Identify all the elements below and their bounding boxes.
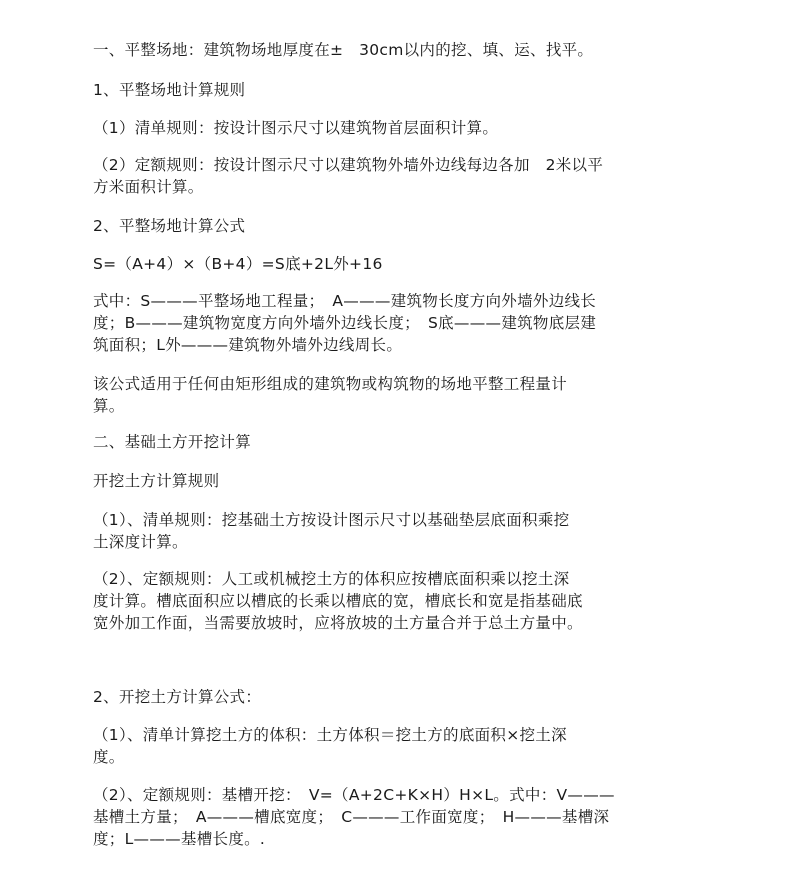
formula-line: S=（A+4）×（B+4）=S底+2L外+16 [93,255,383,273]
paragraph-line: （1）、清单计算挖土方的体积：土方体积＝挖土方的底面积×挖土深 [93,726,567,744]
paragraph-line: 式中：S———平整场地工程量； A———建筑物长度方向外墙外边线长 [93,292,597,310]
paragraph-line: 筑面积；L外———建筑物外墙外边线周长。 [93,336,403,354]
paragraph-line: （2）定额规则：按设计图示尺寸以建筑物外墙外边线每边各加 2米以平 [93,156,604,174]
paragraph-line: （1）、清单规则：挖基础土方按设计图示尺寸以基础垫层底面积乘挖 [93,511,570,529]
paragraph-line: 算。 [93,397,125,415]
paragraph-line: 基槽土方量； A———槽底宽度； C———工作面宽度； H———基槽深 [93,808,610,826]
subheading-excavation-formula: 2、开挖土方计算公式： [93,688,262,706]
paragraph-line: （1）清单规则：按设计图示尺寸以建筑物首层面积计算。 [93,119,499,137]
section-heading-leveling: 一、平整场地：建筑物场地厚度在± 30cm以内的挖、填、运、找平。 [93,41,594,59]
subheading-leveling-rules: 1、平整场地计算规则 [93,81,246,99]
paragraph-line: 该公式适用于任何由矩形组成的建筑物或构筑物的场地平整工程量计 [93,375,568,393]
subheading-excavation-rules: 开挖土方计算规则 [93,472,220,490]
paragraph-line: 度。 [93,748,125,766]
paragraph-line: （2）、定额规则：基槽开挖： V=（A+2C+K×H）H×L。式中：V——— [93,786,615,804]
section-heading-excavation: 二、基础土方开挖计算 [93,433,252,451]
subheading-leveling-formula: 2、平整场地计算公式 [93,217,246,235]
paragraph-line: 度计算。槽底面积应以槽底的长乘以槽底的宽，槽底长和宽是指基础底 [93,592,583,610]
paragraph-line: 土深度计算。 [93,533,188,551]
paragraph-line: 度；B———建筑物宽度方向外墙外边线长度； S底———建筑物底层建 [93,314,597,332]
paragraph-line: 宽外加工作面，当需要放坡时，应将放坡的土方量合并于总土方量中。 [93,614,583,632]
paragraph-line: 方米面积计算。 [93,178,204,196]
paragraph-line: 度；L———基槽长度。. [93,830,266,848]
paragraph-line: （2）、定额规则：人工或机械挖土方的体积应按槽底面积乘以挖土深 [93,570,570,588]
